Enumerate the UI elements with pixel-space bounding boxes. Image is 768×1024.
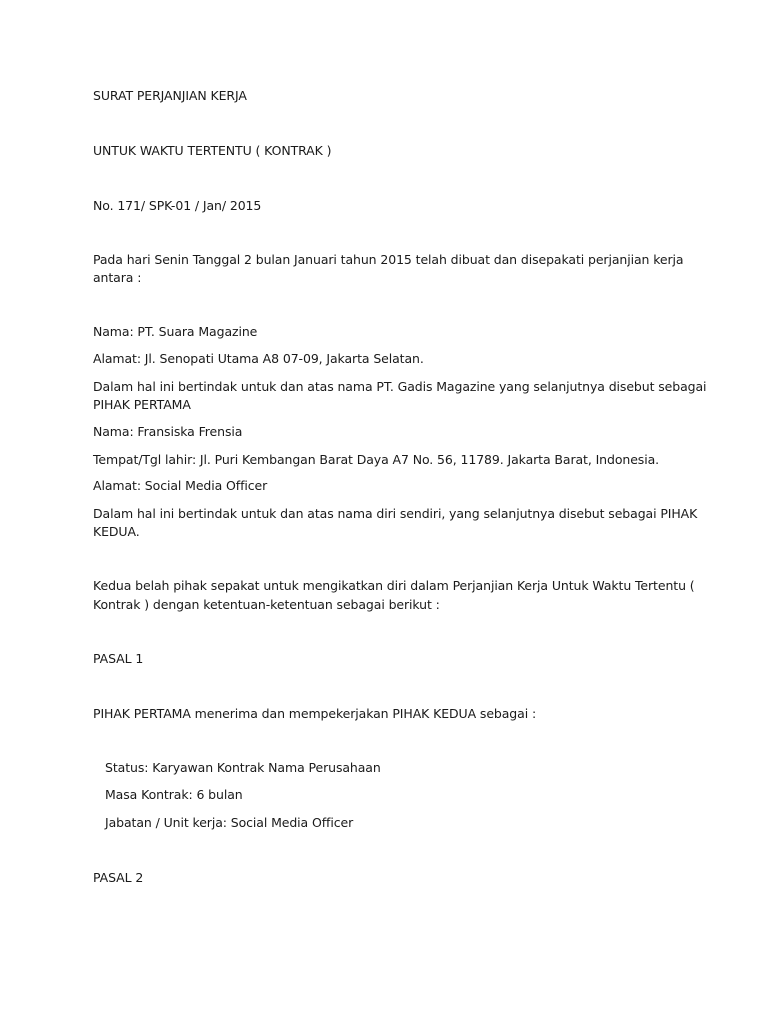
intro-line-2: antara : [93, 270, 142, 285]
pasal1-heading: PASAL 1 [93, 651, 144, 666]
party2-role-line-2: KEDUA. [93, 524, 140, 539]
pasal1-item-jabatan: Jabatan / Unit kerja: Social Media Officer [105, 815, 354, 830]
party1-nama: Nama: PT. Suara Magazine [93, 324, 258, 339]
pasal2-heading: PASAL 2 [93, 870, 144, 885]
party1-role-line-2: PIHAK PERTAMA [93, 397, 191, 412]
pasal1-text: PIHAK PERTAMA menerima dan mempekerjakan PIHAK KEDUA sebagai : [93, 706, 537, 721]
party1-alamat: Alamat: Jl. Senopati Utama A8 07-09, Jakarta Selatan. [93, 351, 424, 366]
party2-role-line-1: Dalam hal ini bertindak untuk dan atas nama diri sendiri, yang selanjutnya disebut sebagai PIHAK [93, 506, 698, 521]
document-title: SURAT PERJANJIAN KERJA [93, 88, 247, 103]
pasal1-item-status: Status: Karyawan Kontrak Nama Perusahaan [105, 760, 381, 775]
intro-line-1: Pada hari Senin Tanggal 2 bulan Januari tahun 2015 telah dibuat dan disepakati perjanjian kerja [93, 252, 684, 267]
agreement-line-2: Kontrak ) dengan ketentuan-ketentuan sebagai berikut : [93, 597, 440, 612]
party1-role-line-1: Dalam hal ini bertindak untuk dan atas nama PT. Gadis Magazine yang selanjutnya disebut sebagai [93, 379, 707, 394]
pasal1-item-masa-kontrak: Masa Kontrak: 6 bulan [105, 787, 243, 802]
party2-alamat: Alamat: Social Media Officer [93, 478, 268, 493]
agreement-line-1: Kedua belah pihak sepakat untuk mengikatkan diri dalam Perjanjian Kerja Untuk Waktu Tertentu ( [93, 578, 695, 593]
party2-nama: Nama: Fransiska Frensia [93, 424, 243, 439]
document-number: No. 171/ SPK-01 / Jan/ 2015 [93, 198, 262, 213]
party2-ttl: Tempat/Tgl lahir: Jl. Puri Kembangan Barat Daya A7 No. 56, 11789. Jakarta Barat, Indonesia. [93, 452, 660, 467]
document-subtitle: UNTUK WAKTU TERTENTU ( KONTRAK ) [93, 143, 332, 158]
